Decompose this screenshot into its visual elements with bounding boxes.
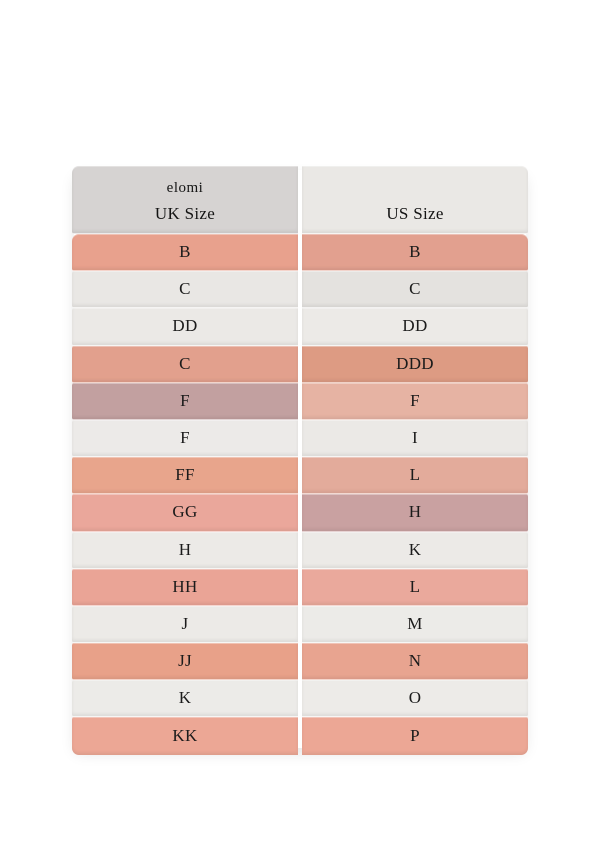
column-header-us: US Size: [386, 204, 444, 223]
us-size-cell: L: [302, 457, 528, 494]
table-row: [72, 271, 528, 308]
size-table: [72, 166, 528, 755]
us-size-cell: I: [302, 420, 528, 457]
uk-size-cell: KK: [72, 717, 298, 754]
us-size-cell: O: [302, 680, 528, 717]
us-size-cell: L: [302, 569, 528, 606]
uk-size-cell: J: [72, 606, 298, 643]
us-size-cell: M: [302, 606, 528, 643]
uk-size-cell: GG: [72, 494, 298, 531]
table-row: [72, 606, 528, 643]
table-header-row: [72, 166, 528, 234]
uk-size-cell: F: [72, 383, 298, 420]
column-header-uk: UK Size: [154, 204, 216, 223]
table-row: [72, 532, 528, 569]
us-size-cell: F: [302, 383, 528, 420]
table-row: [72, 569, 528, 606]
table-rows: [72, 234, 528, 755]
table-row: [72, 680, 528, 717]
uk-size-cell: B: [72, 234, 298, 271]
table-row: [72, 308, 528, 345]
uk-size-cell: HH: [72, 569, 298, 606]
header-cell-us: [302, 166, 528, 234]
size-conversion-chart: [72, 166, 528, 748]
uk-size-cell: F: [72, 420, 298, 457]
table-row: [72, 383, 528, 420]
us-size-cell: B: [302, 234, 528, 271]
table-row: [72, 494, 528, 531]
us-size-cell: C: [302, 271, 528, 308]
table-row: [72, 457, 528, 494]
uk-size-cell: FF: [72, 457, 298, 494]
us-size-cell: H: [302, 494, 528, 531]
table-row: [72, 717, 528, 754]
table-row: [72, 420, 528, 457]
table-row: [72, 234, 528, 271]
uk-size-cell: C: [72, 346, 298, 383]
uk-size-cell: JJ: [72, 643, 298, 680]
us-size-cell: N: [302, 643, 528, 680]
uk-size-cell: DD: [72, 308, 298, 345]
us-size-cell: K: [302, 532, 528, 569]
header-cell-uk: [72, 166, 298, 234]
uk-size-cell: K: [72, 680, 298, 717]
uk-size-cell: C: [72, 271, 298, 308]
table-row: [72, 643, 528, 680]
us-size-cell: DDD: [302, 346, 528, 383]
brand-label: elomi: [166, 180, 204, 196]
uk-size-cell: H: [72, 532, 298, 569]
us-size-cell: P: [302, 717, 528, 754]
us-size-cell: DD: [302, 308, 528, 345]
table-row: [72, 346, 528, 383]
